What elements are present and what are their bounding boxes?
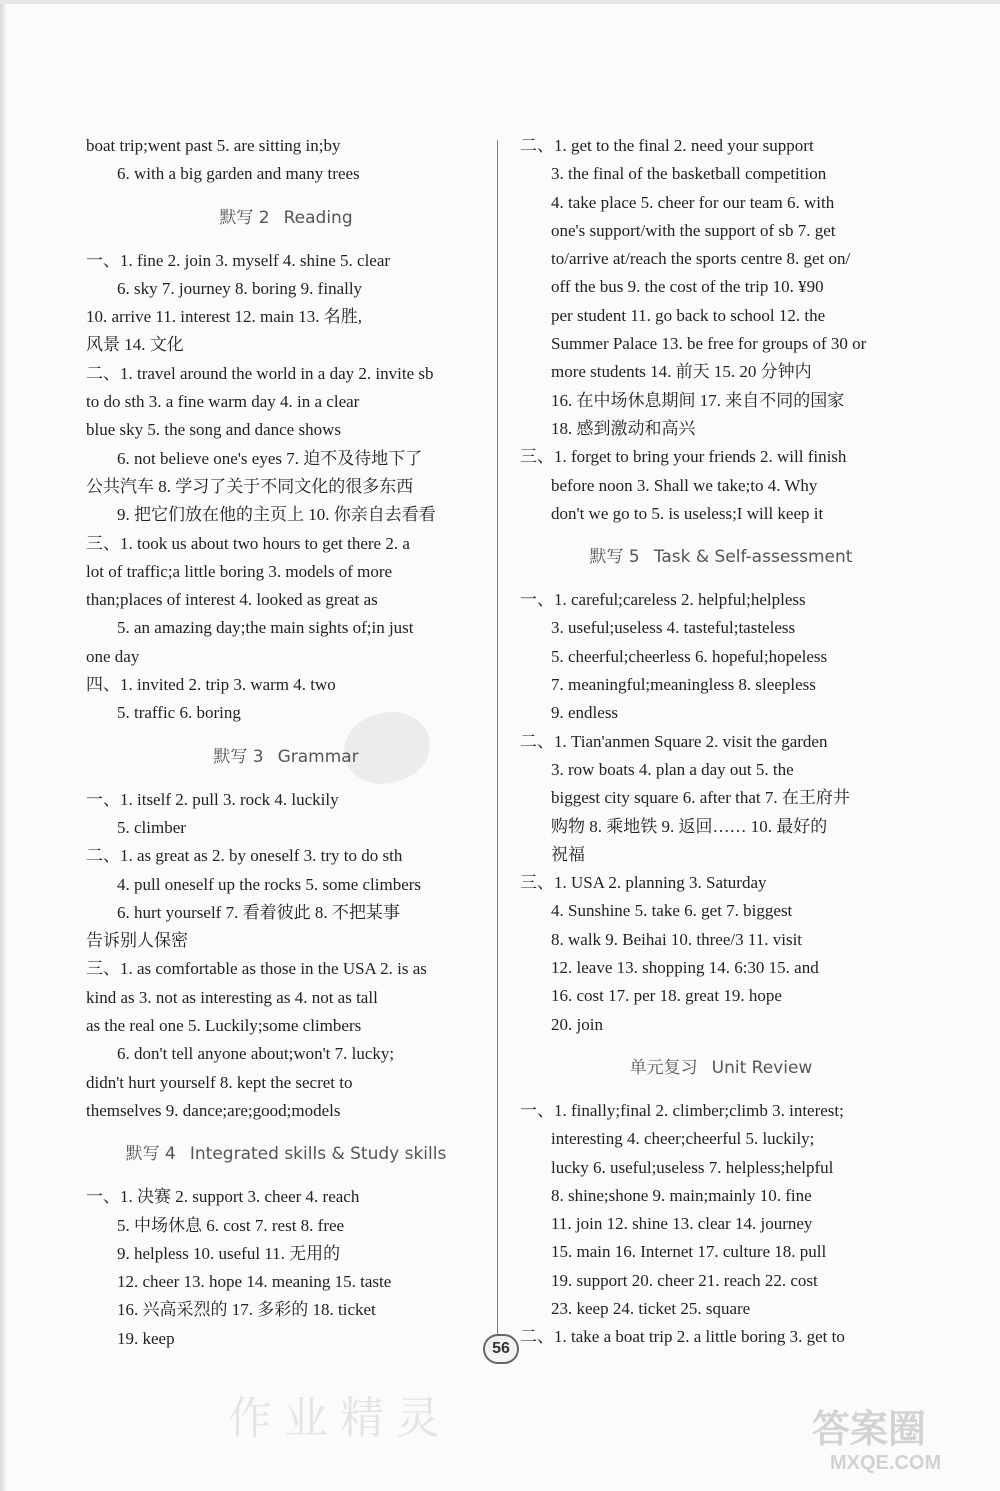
answer-line: 一、1. itself 2. pull 3. rock 4. luckily (86, 789, 339, 809)
answer-line: lot of traffic;a little boring 3. models of more (86, 561, 393, 581)
answer-line: to/arrive at/reach the sports centre 8. get on/ (551, 249, 851, 269)
answer-line: 二、1. as great as 2. by oneself 3. try to do sth (86, 846, 403, 866)
answer-line: 12. cheer 13. hope 14. meaning 15. taste (117, 1272, 392, 1292)
page-top-edge (0, 0, 1000, 4)
section-heading-en: Grammar (277, 746, 359, 767)
answer-line: more students 14. 前天 15. 20 分钟内 (551, 362, 812, 382)
answer-line: 祝福 (551, 844, 585, 864)
answer-line: 5. traffic 6. boring (117, 703, 241, 723)
answer-line: 16. cost 17. per 18. great 19. hope (551, 986, 782, 1006)
answer-line: 二、1. take a boat trip 2. a little boring 3. get to (520, 1327, 845, 1347)
answer-line: 6. hurt yourself 7. 看着彼此 8. 不把某事 (117, 902, 400, 922)
answer-line: 9. helpless 10. useful 11. 无用的 (117, 1243, 341, 1263)
answer-line: 18. 感到激动和高兴 (551, 418, 696, 438)
section-heading-cn: 默写 4 (125, 1144, 176, 1165)
answer-line: 4. pull oneself up the rocks 5. some climbers (117, 874, 422, 894)
watermark-right: 答案圈 (812, 1407, 927, 1451)
answer-line: 购物 8. 乘地铁 9. 返回…… 10. 最好的 (551, 816, 828, 836)
answer-line: 四、1. invited 2. trip 3. warm 4. two (86, 675, 336, 695)
answer-line: 3. the final of the basketball competition (551, 164, 827, 184)
section-heading (86, 728, 486, 786)
answer-line: blue sky 5. the song and dance shows (86, 420, 341, 440)
answer-line: lucky 6. useful;useless 7. helpless;helpful (551, 1157, 834, 1177)
answer-line: 11. join 12. shine 13. clear 14. journey (551, 1214, 813, 1234)
answer-line: 告诉别人保密 (86, 931, 188, 951)
section-heading-en: Integrated skills & Study skills (189, 1144, 447, 1165)
answer-line: 一、1. careful;careless 2. helpful;helpless (520, 590, 806, 610)
answer-line: 公共汽车 8. 学习了关于不同文化的很多东西 (86, 476, 414, 496)
answer-line: 三、1. forget to bring your friends 2. will finish (520, 447, 847, 467)
answer-line: 一、1. finally;final 2. climber;climb 3. interest; (520, 1100, 844, 1120)
answer-line: 15. main 16. Internet 17. culture 18. pull (551, 1242, 827, 1262)
right-column (520, 132, 922, 1352)
answer-line: 一、1. fine 2. join 3. myself 4. shine 5. clear (86, 250, 391, 270)
answer-line: to do sth 3. a fine warm day 4. in a clear (86, 392, 360, 412)
answer-line: 9. endless (551, 703, 619, 723)
answer-line: 19. keep (117, 1328, 175, 1348)
answer-line: 5. cheerful;cheerless 6. hopeful;hopeless (551, 646, 828, 666)
answer-line: 一、1. 决赛 2. support 3. cheer 4. reach (86, 1187, 360, 1207)
column-divider (497, 140, 498, 1345)
answer-line: 5. 中场休息 6. cost 7. rest 8. free (117, 1215, 345, 1235)
section-heading-cn: 默写 2 (219, 207, 270, 228)
answer-line: 三、1. as comfortable as those in the USA 2. is as (86, 959, 427, 979)
answer-line: Summer Palace 13. be free for groups of 30 or (551, 334, 867, 354)
answer-line: 4. take place 5. cheer for our team 6. with (551, 192, 835, 212)
answer-line: off the bus 9. the cost of the trip 10. ¥90 (551, 277, 824, 297)
section-heading-en: Task & Self-assessment (653, 547, 853, 568)
section-heading-cn: 默写 3 (213, 746, 264, 767)
answer-line: 3. row boats 4. plan a day out 5. the (551, 759, 794, 779)
section-heading (86, 189, 486, 247)
answer-line: 5. an amazing day;the main sights of;in just (117, 618, 414, 638)
section-heading (86, 1125, 486, 1183)
left-column (86, 132, 486, 1353)
watermark-left: 作业精灵 (228, 1393, 452, 1444)
answer-line: 二、1. travel around the world in a day 2. invite sb (86, 363, 434, 383)
answer-line: 9. 把它们放在他的主页上 10. 你亲自去看看 (117, 505, 436, 525)
answer-line: 二、1. Tian'anmen Square 2. visit the garden (520, 731, 828, 751)
answer-line: than;places of interest 4. looked as great as (86, 590, 378, 610)
page-number: 56 (483, 1334, 519, 1364)
answer-line: 16. 兴高采烈的 17. 多彩的 18. ticket (117, 1300, 376, 1320)
answer-line: 12. leave 13. shopping 14. 6:30 15. and (551, 958, 819, 978)
answer-line: 8. walk 9. Beihai 10. three/3 11. visit (551, 929, 803, 949)
answer-line: interesting 4. cheer;cheerful 5. luckily; (551, 1129, 815, 1149)
answer-line: 5. climber (117, 817, 186, 837)
answer-line: 3. useful;useless 4. tasteful;tasteless (551, 618, 796, 638)
page-edge-shadow (0, 0, 6, 1491)
section-heading (520, 528, 922, 586)
answer-line: 6. don't tell anyone about;won't 7. lucky; (117, 1044, 395, 1064)
answer-line: kind as 3. not as interesting as 4. not as tall (86, 987, 378, 1007)
answer-line: 7. meaningful;meaningless 8. sleepless (551, 675, 816, 695)
section-heading-en: Reading (283, 207, 353, 228)
answer-line: didn't hurt yourself 8. kept the secret to (86, 1072, 353, 1092)
answer-line: one's support/with the support of sb 7. get (551, 220, 836, 240)
section-heading-en: Unit Review (711, 1057, 813, 1078)
answer-line: 二、1. get to the final 2. need your support (520, 136, 814, 155)
answer-line: 19. support 20. cheer 21. reach 22. cost (551, 1270, 818, 1290)
answer-line: 20. join (551, 1014, 603, 1034)
answer-line: 风景 14. 文化 (86, 335, 184, 355)
answer-line: 6. with a big garden and many trees (117, 164, 360, 184)
answer-line: 23. keep 24. ticket 25. square (551, 1298, 751, 1318)
answer-line: 8. shine;shone 9. main;mainly 10. fine (551, 1185, 812, 1205)
answer-line: 6. sky 7. journey 8. boring 9. finally (117, 278, 363, 298)
section-heading-cn: 默写 5 (589, 547, 640, 568)
answer-line: biggest city square 6. after that 7. 在王府井 (551, 788, 850, 808)
section-heading (520, 1039, 922, 1097)
answer-line: don't we go to 5. is useless;I will keep it (551, 503, 824, 523)
answer-line: 4. Sunshine 5. take 6. get 7. biggest (551, 901, 793, 921)
answer-line: 10. arrive 11. interest 12. main 13. 名胜, (86, 307, 363, 327)
answer-line: 三、1. took us about two hours to get there 2. a (86, 533, 410, 553)
answer-line: 三、1. USA 2. planning 3. Saturday (520, 873, 767, 893)
answer-line: 16. 在中场休息期间 17. 来自不同的国家 (551, 390, 845, 410)
answer-line: before noon 3. Shall we take;to 4. Why (551, 475, 818, 495)
section-heading-cn: 单元复习 (629, 1057, 698, 1078)
watermark-url: MXQE.COM (830, 1452, 942, 1474)
answer-line: per student 11. go back to school 12. the (551, 305, 826, 325)
answer-line: boat trip;went past 5. are sitting in;by (86, 136, 341, 155)
answer-line: one day (86, 646, 140, 666)
answer-line: themselves 9. dance;are;good;models (86, 1100, 341, 1120)
answer-line: as the real one 5. Luckily;some climbers (86, 1016, 362, 1036)
answer-line: 6. not believe one's eyes 7. 迫不及待地下了 (117, 448, 423, 468)
